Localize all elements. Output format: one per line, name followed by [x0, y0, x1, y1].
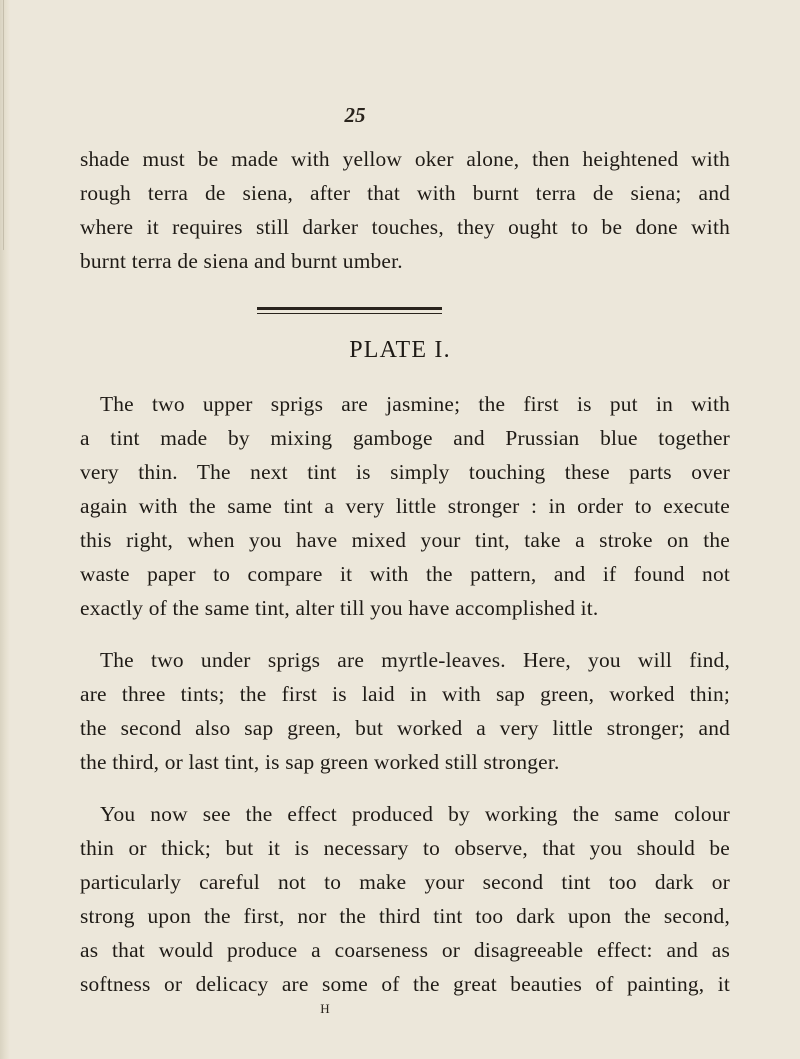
text-line: burnt terra de siena and burnt umber.: [80, 249, 403, 273]
text-line: The two under sprigs are myrtle-leaves. Here, you will find,: [100, 648, 730, 672]
plate-heading: PLATE I.: [349, 337, 451, 363]
text-line: again with the same tint a very little stronger : in order to execute: [80, 494, 730, 518]
paragraph-shade-instructions: [80, 142, 730, 278]
text-line: You now see the effect produced by working the same colour: [100, 802, 730, 826]
text-line: very thin. The next tint is simply touching these parts over: [80, 460, 730, 484]
text-line: shade must be made with yellow oker alone, then heightened with: [80, 147, 730, 171]
text-line: the third, or last tint, is sap green worked still stronger.: [80, 750, 560, 774]
signature-mark: H: [320, 1001, 330, 1016]
section-divider-thin: [257, 313, 442, 314]
text-line: rough terra de siena, after that with burnt terra de siena; and: [80, 181, 730, 205]
page-number: 25: [344, 103, 366, 127]
text-line: thin or thick; but it is necessary to observe, that you should be: [80, 836, 730, 860]
paragraph-jasmine: [80, 387, 730, 625]
text-line: where it requires still darker touches, they ought to be done with: [80, 215, 730, 239]
text-line: particularly careful not to make your second tint too dark or: [80, 870, 730, 894]
text-line: The two upper sprigs are jasmine; the first is put in with: [100, 392, 730, 416]
binding-edge: [0, 0, 10, 1059]
text-line: are three tints; the first is laid in with sap green, worked thin;: [80, 682, 730, 706]
section-divider-thick: [257, 307, 442, 310]
text-line: as that would produce a coarseness or disagreeable effect: and as: [80, 938, 730, 962]
paragraph-effect: [80, 797, 730, 1001]
text-line: a tint made by mixing gamboge and Prussian blue together: [80, 426, 730, 450]
text-line: this right, when you have mixed your tint, take a stroke on the: [80, 528, 730, 552]
paragraph-myrtle: [80, 643, 730, 779]
binding-crease: [3, 0, 4, 250]
text-line: exactly of the same tint, alter till you have accomplished it.: [80, 596, 599, 620]
text-line: strong upon the first, nor the third tint too dark upon the second,: [80, 904, 730, 928]
text-line: the second also sap green, but worked a very little stronger; and: [80, 716, 730, 740]
text-line: softness or delicacy are some of the great beauties of painting, it: [80, 972, 730, 996]
text-line: waste paper to compare it with the pattern, and if found not: [80, 562, 730, 586]
